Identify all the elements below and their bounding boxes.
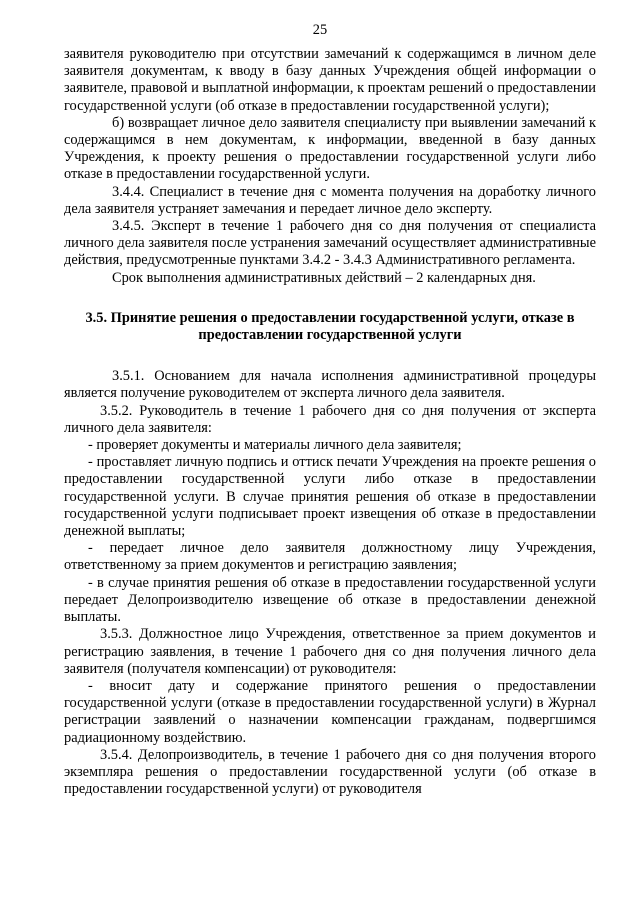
section-heading-3-5: 3.5. Принятие решения о предоставлении государственной услуги, отказе в предоставлении государственной услуги [85,309,575,344]
list-item-transfer-file: - передает личное дело заявителя должностному лицу Учреждения, ответственному за прием документов и регистрацию заявления; [64,540,596,574]
paragraph-3-5-1: 3.5.1. Основанием для начала исполнения административной процедуры является получение руководителем от эксперта личного дела заявителя. [64,368,596,402]
paragraph-item-b: б) возвращает личное дело заявителя специалисту при выявлении замечаний к содержащимся в нем документам, к информации, введенной в базу данных Учреждения, к проекту решения о предоставлении государственной услуги либо отказе в предоставлении государственной услуги. [64,114,596,183]
paragraph-3-4-5: 3.4.5. Эксперт в течение 1 рабочего дня со дня получения от специалиста личного дела заявителя после устранения замечаний осуществляет административные действия, предусмотренные пунктами 3.4.2 - 3.4.3 Административного регламента. [64,218,596,269]
page-number: 25 [312,22,328,38]
list-item-sign-decision: - проставляет личную подпись и оттиск печати Учреждения на проекте решения о предоставлении государственной услуги либо отказе в предоставлении государственной услуги. В случае принятия решения об отказе в предоставлении государственной услуги подписывает проект извещения об отказе в предоставлении денежной выплаты; [64,454,596,540]
paragraph-continuation: заявителя руководителю при отсутствии замечаний к содержащимся в личном деле заявителя документам, к вводу в базу данных Учреждения общей информации о заявителе, правовой и выплатной информации, к проектам решений о предоставлении государственной услуги (об отказе в предоставлении государственной услуги); [64,46,596,114]
paragraph-deadline: Срок выполнения административных действий – 2 календарных дня. [112,269,536,286]
document-body [64,46,596,798]
list-item-refusal-notice: - в случае принятия решения об отказе в предоставлении государственной услуги передает Делопроизводителю извещение об отказе в предоставлении денежной выплаты. [64,574,596,626]
list-item-check-documents: - проверяет документы и материалы личного дела заявителя; [88,437,462,454]
paragraph-3-5-4: 3.5.4. Делопроизводитель, в течение 1 рабочего дня со дня получения второго экземпляра решения о предоставлении государственной услуги (об отказе в предоставлении государственной услуги) от руководителя [64,746,596,798]
paragraph-3-4-4: 3.4.4. Специалист в течение дня с момента получения на доработку личного дела заявителя устраняет замечания и передает личное дело эксперту. [64,183,596,217]
list-item-journal-entry: - вносит дату и содержание принятого решения о предоставлении государственной услуги (отказе в предоставлении государственной услуги) в Журнал регистрации заявлений о назначении компенсации гражданам, подвергшимся радиационному воздействию. [64,677,596,746]
paragraph-3-5-2: 3.5.2. Руководитель в течение 1 рабочего дня со дня получения от эксперта личного дела заявителя: [64,402,596,436]
paragraph-3-5-3: 3.5.3. Должностное лицо Учреждения, ответственное за прием документов и регистрацию заявления, в течение 1 рабочего дня со дня получения личного дела заявителя (получателя компенсации) от руководителя: [64,626,596,677]
